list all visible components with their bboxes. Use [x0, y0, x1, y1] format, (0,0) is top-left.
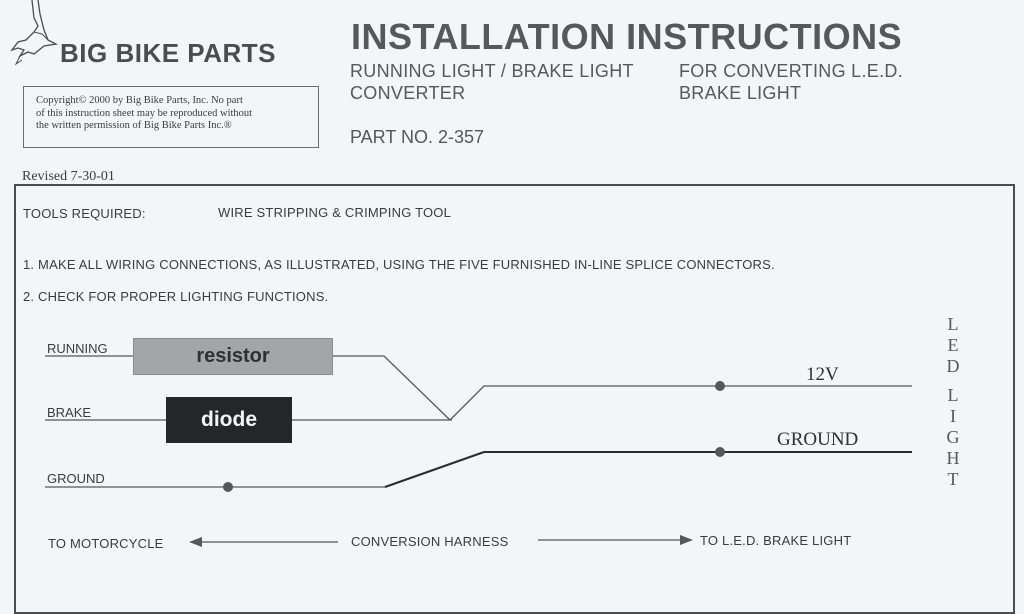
- tools-value: WIRE STRIPPING & CRIMPING TOOL: [218, 205, 452, 220]
- tools-label: TOOLS REQUIRED:: [23, 206, 146, 221]
- copyright-line: of this instruction sheet may be reproduced without: [36, 107, 253, 119]
- page-title: INSTALLATION INSTRUCTIONS: [351, 16, 903, 57]
- running-label: RUNNING: [47, 341, 108, 356]
- brand-name: BIG BIKE PARTS: [60, 38, 276, 68]
- led-light-letter: L: [947, 314, 959, 334]
- brake-label: BRAKE: [47, 405, 92, 420]
- arrow-right-head: [680, 535, 693, 545]
- led-light-letter: T: [947, 469, 959, 489]
- led-light-letter: I: [950, 406, 956, 426]
- arrow-left-head: [189, 537, 202, 547]
- led-light-letter: D: [946, 356, 960, 376]
- to-led-brake-light-label: TO L.E.D. BRAKE LIGHT: [700, 533, 852, 548]
- led-light-letter: E: [947, 335, 959, 355]
- led-light-letter: G: [946, 427, 960, 447]
- resistor-component: [133, 338, 333, 375]
- step-2: 2. CHECK FOR PROPER LIGHTING FUNCTIONS.: [23, 289, 329, 304]
- resistor-label: resistor: [196, 345, 270, 367]
- running-wire-right: [333, 356, 450, 420]
- ground-output-label: GROUND: [777, 429, 859, 450]
- v12-output-wire: [450, 386, 912, 420]
- copyright-line: the written permission of Big Bike Parts Inc.®: [36, 120, 232, 131]
- part-number: PART NO. 2-357: [350, 127, 485, 147]
- subtitle-right-line-1: FOR CONVERTING L.E.D.: [679, 61, 903, 81]
- splice-connector-ground-left: [223, 482, 233, 492]
- subtitle-right-line-2: BRAKE LIGHT: [679, 83, 802, 103]
- ground-label: GROUND: [47, 471, 105, 486]
- subtitle-left-line-2: CONVERTER: [350, 83, 466, 103]
- step-1: 1. MAKE ALL WIRING CONNECTIONS, AS ILLUSTRATED, USING THE FIVE FURNISHED IN-LINE SPLICE CONNECTORS.: [23, 257, 775, 272]
- copyright-line: Copyright© 2000 by Big Bike Parts, Inc. No part: [36, 95, 243, 106]
- subtitle-left-line-1: RUNNING LIGHT / BRAKE LIGHT: [350, 61, 634, 81]
- ground-wire-diagonal: [385, 452, 484, 487]
- splice-connector-ground-right: [715, 447, 725, 457]
- revision-date: Revised 7-30-01: [22, 169, 115, 184]
- v12-label: 12V: [806, 364, 839, 385]
- splice-connector-12v: [715, 381, 725, 391]
- led-light-letter: L: [947, 385, 959, 405]
- led-light-letter: H: [946, 448, 960, 468]
- diode-component: [166, 397, 292, 443]
- diode-label: diode: [201, 408, 257, 431]
- conversion-harness-label: CONVERSION HARNESS: [351, 534, 509, 549]
- to-motorcycle-label: TO MOTORCYCLE: [48, 536, 164, 551]
